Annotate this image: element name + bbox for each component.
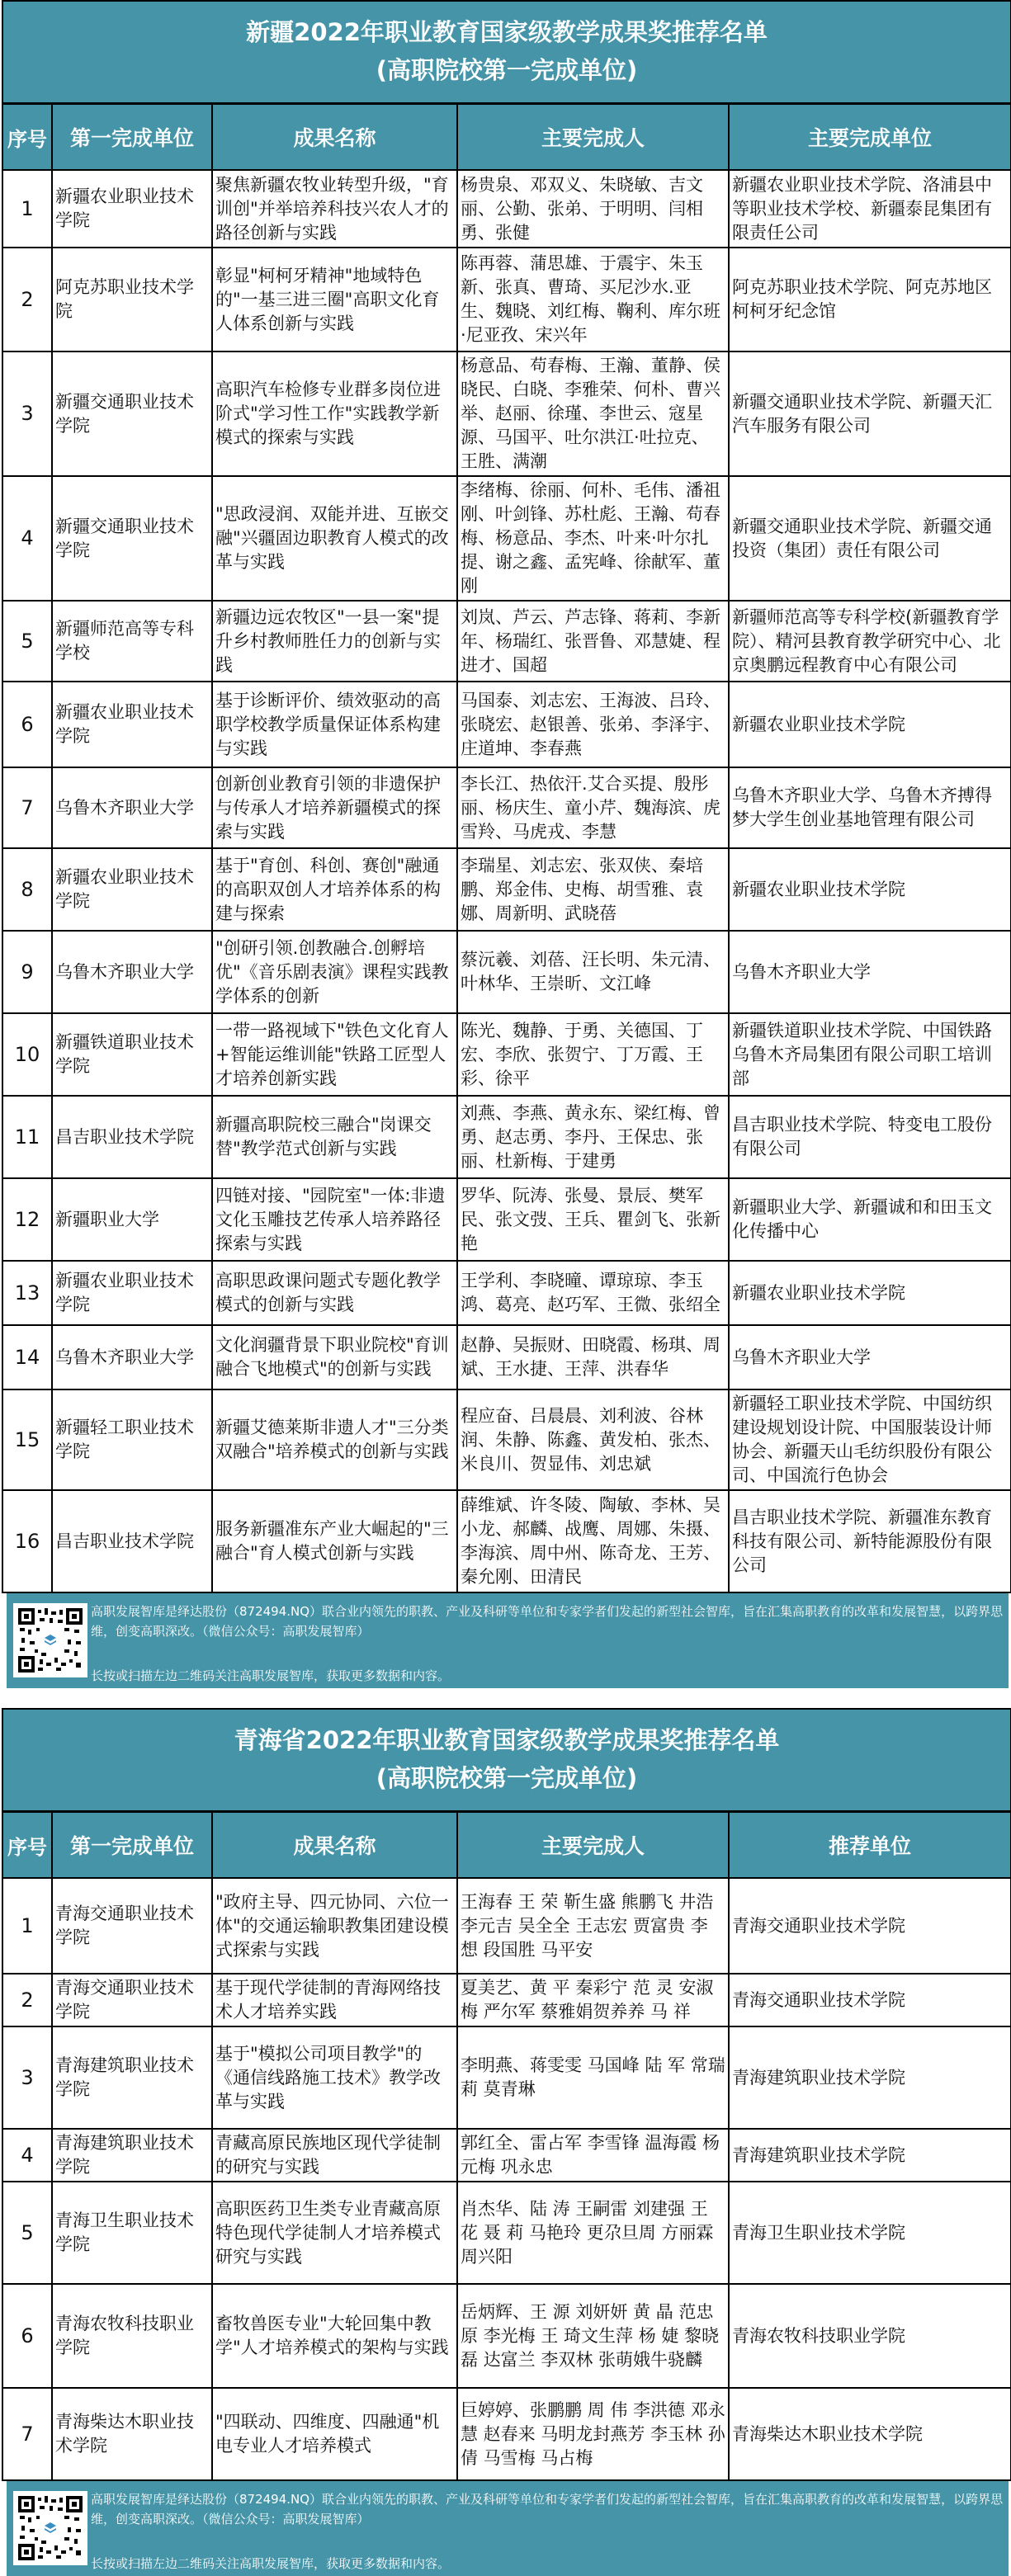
first-unit-cell: 新疆职业大学 [52, 1178, 212, 1261]
qr-code-icon[interactable] [13, 1603, 87, 1677]
contributors-cell: 李明燕、蒋雯雯 马国峰 陆 军 常瑞莉 莫青琳 [457, 2026, 729, 2129]
contributors-cell: 肖杰华、陆 涛 王嗣雷 刘建强 王 花 聂 莉 马艳玲 更尕旦周 方丽霖 周兴阳 [457, 2182, 729, 2284]
first-unit-cell: 青海农牧科技职业学院 [52, 2284, 212, 2388]
col-header-achievement: 成果名称 [212, 104, 457, 171]
achievement-name-cell: 青藏高原民族地区现代学徒制的研究与实践 [212, 2129, 457, 2182]
footer-text [91, 1600, 1009, 1686]
contributors-cell: 夏美艺、黄 平 秦彩宁 范 灵 安淑梅 严尔军 蔡雅娟贺养养 马 祥 [457, 1974, 729, 2026]
col-header-first-unit: 第一完成单位 [52, 1812, 212, 1879]
row-index: 1 [2, 1878, 52, 1974]
col-header-contributors: 主要完成人 [457, 1812, 729, 1879]
footer-text [91, 2488, 1009, 2574]
achievement-name-cell: 高职汽车检修专业群多岗位进阶式"学习性工作"实践教学新模式的探索与实践 [212, 351, 457, 476]
col-header-contributors: 主要完成人 [457, 104, 729, 171]
qr-code-icon[interactable] [13, 2491, 87, 2565]
table-row [2, 1389, 1011, 1490]
table-title-main: 新疆2022年职业教育国家级教学成果奖推荐名单 [246, 18, 768, 46]
row-index: 2 [2, 248, 52, 351]
achievement-name-cell: 彰显"柯柯牙精神"地域特色的"一基三进三圈"高职文化育人体系创新与实践 [212, 248, 457, 351]
xinjiang-table-body [2, 170, 1011, 1592]
achievement-name-cell: 基于"模拟公司项目教学"的《通信线路施工技术》教学改革与实践 [212, 2026, 457, 2129]
row-index: 4 [2, 2129, 52, 2182]
first-unit-cell: 青海建筑职业技术学院 [52, 2129, 212, 2182]
table-title-sub: (高职院校第一完成单位) [376, 1764, 638, 1792]
table-row [2, 1178, 1011, 1261]
contributors-cell: 巨婷婷、张鹏鹏 周 伟 李洪德 邓永慧 赵春来 马明龙封燕芳 李玉林 孙 倩 马雪梅 马占梅 [457, 2388, 729, 2480]
table-row [2, 1096, 1011, 1178]
table-row [2, 1490, 1011, 1592]
achievement-name-cell: 畜牧兽医专业"大轮回集中教学"人才培养模式的架构与实践 [212, 2284, 457, 2388]
achievement-name-cell: "四联动、四维度、四融通"机电专业人才培养模式 [212, 2388, 457, 2480]
achievement-name-cell: 创新创业教育引领的非遗保护与传承人才培养新疆模式的探索与实践 [212, 767, 457, 848]
table-row [2, 2129, 1011, 2182]
achievement-name-cell: 基于诊断评价、绩效驱动的高职学校教学质量保证体系构建与实践 [212, 682, 457, 767]
units-cell: 新疆交通职业技术学院、新疆天汇汽车服务有限公司 [729, 351, 1011, 476]
row-index: 3 [2, 351, 52, 476]
row-index: 6 [2, 2284, 52, 2388]
achievement-name-cell: 文化润疆背景下职业院校"育训融合飞地模式"的创新与实践 [212, 1325, 457, 1389]
table-row [2, 476, 1011, 601]
first-unit-cell: 新疆交通职业技术学院 [52, 351, 212, 476]
table-row [2, 170, 1011, 248]
qinghai-table-body [2, 1878, 1011, 2480]
table-title [2, 1709, 1011, 1812]
contributors-cell: 刘岚、芦云、芦志锋、蒋莉、李新年、杨瑞红、张晋鲁、邓慧婕、程进才、国超 [457, 601, 729, 682]
first-unit-cell: 青海交通职业技术学院 [52, 1974, 212, 2026]
row-index: 14 [2, 1325, 52, 1389]
first-unit-cell: 青海交通职业技术学院 [52, 1878, 212, 1974]
units-cell: 新疆农业职业技术学院 [729, 1261, 1011, 1325]
units-cell: 新疆轻工职业技术学院、中国纺织建设规划设计院、中国服装设计师协会、新疆天山毛纺织股份有限公司、中国流行色协会 [729, 1389, 1011, 1490]
table-row [2, 1878, 1011, 1974]
promo-footer [7, 2481, 1009, 2576]
contributors-cell: 王海春 王 荣 靳生盛 熊鹏飞 井浩 李元吉 吴全全 王志宏 贾富贵 李 想 段国胜 马平安 [457, 1878, 729, 1974]
units-cell: 新疆农业职业技术学院 [729, 848, 1011, 931]
contributors-cell: 杨贵泉、邓双义、朱晓敏、吉文丽、公勤、张弟、于明明、闫相勇、张健 [457, 170, 729, 248]
row-index: 9 [2, 931, 52, 1013]
units-cell: 青海柴达木职业技术学院 [729, 2388, 1011, 2480]
contributors-cell: 薛维斌、许冬陵、陶敏、李林、吴小龙、郝麟、战鹰、周娜、朱摄、李海滨、周中州、陈奇龙、王芳、秦允刚、田清民 [457, 1490, 729, 1592]
first-unit-cell: 阿克苏职业技术学院 [52, 248, 212, 351]
table-row [2, 2026, 1011, 2129]
units-cell: 新疆农业职业技术学院、洛浦县中等职业技术学校、新疆泰昆集团有限责任公司 [729, 170, 1011, 248]
table-title-sub: (高职院校第一完成单位) [376, 56, 638, 84]
row-index: 10 [2, 1013, 52, 1096]
units-cell: 乌鲁木齐职业大学 [729, 1325, 1011, 1389]
achievement-name-cell: "创研引领.创教融合.创孵培优"《音乐剧表演》课程实践教学体系的创新 [212, 931, 457, 1013]
units-cell: 青海建筑职业技术学院 [729, 2026, 1011, 2129]
units-cell: 阿克苏职业技术学院、阿克苏地区柯柯牙纪念馆 [729, 248, 1011, 351]
row-index: 6 [2, 682, 52, 767]
first-unit-cell: 新疆农业职业技术学院 [52, 170, 212, 248]
contributors-cell: 郭红全、雷占军 李雪锋 温海霞 杨元梅 巩永忠 [457, 2129, 729, 2182]
achievement-name-cell: 基于现代学徒制的青海网络技术人才培养实践 [212, 1974, 457, 2026]
units-cell: 新疆农业职业技术学院 [729, 682, 1011, 767]
table-row [2, 2284, 1011, 2388]
contributors-cell: 李瑞星、刘志宏、张双侠、秦培鹏、郑金伟、史梅、胡雪雅、袁娜、周新明、武晓蓓 [457, 848, 729, 931]
achievement-name-cell: "思政浸润、双能并进、互嵌交融"兴疆固边职教育人模式的改革与实践 [212, 476, 457, 601]
contributors-cell: 王学利、李晓曈、谭琼琼、李玉鸿、葛亮、赵巧军、王微、张绍全 [457, 1261, 729, 1325]
table-row [2, 2182, 1011, 2284]
col-header-main-units: 主要完成单位 [729, 104, 1011, 171]
contributors-cell: 陈再蓉、蒲思雄、于震宇、朱玉新、张真、曹琦、买尼沙水.亚生、魏晓、刘红梅、鞠利、库尔班·尼亚孜、宋兴年 [457, 248, 729, 351]
contributors-cell: 罗华、阮涛、张曼、景辰、樊军民、张文弢、王兵、瞿剑飞、张新艳 [457, 1178, 729, 1261]
footer-tip: 长按或扫描左边二维码关注高职发展智库，获取更多数据和内容。 [91, 2556, 451, 2571]
units-cell: 新疆职业大学、新疆诚和和田玉文化传播中心 [729, 1178, 1011, 1261]
contributors-cell: 陈光、魏静、于勇、关德国、丁宏、李欣、张贺宁、丁万霞、王彩、徐平 [457, 1013, 729, 1096]
units-cell: 新疆铁道职业技术学院、中国铁路乌鲁木齐局集团有限公司职工培训部 [729, 1013, 1011, 1096]
achievement-name-cell: 基于"育创、科创、赛创"融通的高职双创人才培养体系的构建与探索 [212, 848, 457, 931]
table-row [2, 1013, 1011, 1096]
footer-description: 高职发展智库是绎达股份（872494.NQ）联合业内领先的职教、产业及科研等单位和专家学者们发起的新型社会智库，旨在汇集高职教育的改革和发展智慧，以跨界思维，创变高职深改。（微信公众号：高职发展智库） [91, 1604, 1004, 1639]
first-unit-cell: 新疆农业职业技术学院 [52, 682, 212, 767]
units-cell: 乌鲁木齐职业大学 [729, 931, 1011, 1013]
achievement-name-cell: "政府主导、四元协同、六位一体"的交通运输职教集团建设模式探索与实践 [212, 1878, 457, 1974]
first-unit-cell: 青海卫生职业技术学院 [52, 2182, 212, 2284]
contributors-cell: 程应奋、吕晨晨、刘利波、谷林润、朱静、陈鑫、黄发柏、张杰、米良川、贺显伟、刘忠斌 [457, 1389, 729, 1490]
first-unit-cell: 乌鲁木齐职业大学 [52, 1325, 212, 1389]
units-cell: 乌鲁木齐职业大学、乌鲁木齐搏得梦大学生创业基地管理有限公司 [729, 767, 1011, 848]
row-index: 4 [2, 476, 52, 601]
table-row [2, 931, 1011, 1013]
row-index: 7 [2, 2388, 52, 2480]
table-row [2, 848, 1011, 931]
table-row [2, 1261, 1011, 1325]
footer-description: 高职发展智库是绎达股份（872494.NQ）联合业内领先的职教、产业及科研等单位和专家学者们发起的新型社会智库，旨在汇集高职教育的改革和发展智慧，以跨界思维，创变高职深改。（微信公众号：高职发展智库） [91, 2492, 1004, 2526]
table-row [2, 601, 1011, 682]
table-row [2, 1325, 1011, 1389]
first-unit-cell: 乌鲁木齐职业大学 [52, 931, 212, 1013]
units-cell: 新疆交通职业技术学院、新疆交通投资（集团）责任有限公司 [729, 476, 1011, 601]
col-header-first-unit: 第一完成单位 [52, 104, 212, 171]
contributors-cell: 岳炳辉、王 源 刘妍妍 黄 晶 范忠原 李光梅 王 琦文生萍 杨 婕 黎晓磊 达富兰 李双林 张萌娥牛骁麟 [457, 2284, 729, 2388]
achievement-name-cell: 新疆艾德莱斯非遗人才"三分类 双融合"培养模式的创新与实践 [212, 1389, 457, 1490]
row-index: 11 [2, 1096, 52, 1178]
units-cell: 青海农牧科技职业学院 [729, 2284, 1011, 2388]
achievement-name-cell: 新疆高职院校三融合"岗课交替"教学范式创新与实践 [212, 1096, 457, 1178]
contributors-cell: 李长江、热依汗.艾合买提、殷彤丽、杨庆生、童小芹、魏海滨、虎雪羚、马虎戎、李慧 [457, 767, 729, 848]
promo-footer [7, 1593, 1009, 1688]
first-unit-cell: 新疆轻工职业技术学院 [52, 1389, 212, 1490]
units-cell: 青海卫生职业技术学院 [729, 2182, 1011, 2284]
first-unit-cell: 乌鲁木齐职业大学 [52, 767, 212, 848]
contributors-cell: 赵静、吴振财、田晓霞、杨琪、周斌、王水捷、王萍、洪春华 [457, 1325, 729, 1389]
row-index: 5 [2, 601, 52, 682]
first-unit-cell: 新疆师范高等专科学校 [52, 601, 212, 682]
xinjiang-award-table [2, 0, 1011, 1593]
row-index: 16 [2, 1490, 52, 1592]
contributors-cell: 杨意品、苟春梅、王瀚、董静、侯晓民、白晓、李雅荣、何朴、曹兴举、赵丽、徐瑾、李世云、寇星源、马国平、吐尔洪江·吐拉克、王胜、满潮 [457, 351, 729, 476]
col-header-index: 序号 [2, 104, 52, 171]
first-unit-cell: 新疆农业职业技术学院 [52, 848, 212, 931]
first-unit-cell: 青海建筑职业技术学院 [52, 2026, 212, 2129]
row-index: 1 [2, 170, 52, 248]
achievement-name-cell: 新疆边远农牧区"一县一案"提升乡村教师胜任力的创新与实践 [212, 601, 457, 682]
footer-tip: 长按或扫描左边二维码关注高职发展智库，获取更多数据和内容。 [91, 1668, 451, 1683]
table-row [2, 351, 1011, 476]
achievement-name-cell: 一带一路视域下"铁色文化育人+智能运维训能"铁路工匠型人才培养创新实践 [212, 1013, 457, 1096]
first-unit-cell: 新疆铁道职业技术学院 [52, 1013, 212, 1096]
contributors-cell: 刘燕、李燕、黄永东、梁红梅、曾勇、赵志勇、李丹、王保忠、张丽、杜新梅、于建勇 [457, 1096, 729, 1178]
achievement-name-cell: 聚焦新疆农牧业转型升级，"育训创"并举培养科技兴农人才的路径创新与实践 [212, 170, 457, 248]
first-unit-cell: 新疆农业职业技术学院 [52, 1261, 212, 1325]
contributors-cell: 李绪梅、徐丽、何朴、毛伟、潘祖刚、叶剑锋、苏杜彪、王瀚、苟春梅、杨意品、李杰、叶来·叶尔扎提、谢之鑫、孟宪峰、徐献军、董刚 [457, 476, 729, 601]
row-index: 15 [2, 1389, 52, 1490]
achievement-name-cell: 高职思政课问题式专题化教学模式的创新与实践 [212, 1261, 457, 1325]
achievement-name-cell: 四链对接、"园院室"一体:非遗文化玉雕技艺传承人培养路径探索与实践 [212, 1178, 457, 1261]
col-header-recommender: 推荐单位 [729, 1812, 1011, 1879]
qinghai-section [2, 1708, 1010, 2576]
first-unit-cell: 新疆交通职业技术学院 [52, 476, 212, 601]
col-header-achievement: 成果名称 [212, 1812, 457, 1879]
row-index: 3 [2, 2026, 52, 2129]
table-row [2, 767, 1011, 848]
table-row [2, 2388, 1011, 2480]
table-row [2, 682, 1011, 767]
column-header-row [2, 1812, 1011, 1879]
units-cell: 青海建筑职业技术学院 [729, 2129, 1011, 2182]
xinjiang-section [2, 0, 1010, 1688]
row-index: 8 [2, 848, 52, 931]
achievement-name-cell: 服务新疆准东产业大崛起的"三融合"育人模式创新与实践 [212, 1490, 457, 1592]
table-row [2, 248, 1011, 351]
first-unit-cell: 青海柴达木职业技术学院 [52, 2388, 212, 2480]
table-title-main: 青海省2022年职业教育国家级教学成果奖推荐名单 [234, 1726, 780, 1754]
units-cell: 昌吉职业技术学院、特变电工股份有限公司 [729, 1096, 1011, 1178]
contributors-cell: 马国泰、刘志宏、王海波、吕玲、张晓宏、赵银善、张弟、李泽宇、庄道坤、李春燕 [457, 682, 729, 767]
units-cell: 青海交通职业技术学院 [729, 1974, 1011, 2026]
row-index: 13 [2, 1261, 52, 1325]
column-header-row [2, 104, 1011, 171]
qinghai-award-table [2, 1708, 1011, 2481]
row-index: 7 [2, 767, 52, 848]
units-cell: 昌吉职业技术学院、新疆准东教育科技有限公司、新特能源股份有限公司 [729, 1490, 1011, 1592]
first-unit-cell: 昌吉职业技术学院 [52, 1096, 212, 1178]
achievement-name-cell: 高职医药卫生类专业青藏高原特色现代学徒制人才培养模式研究与实践 [212, 2182, 457, 2284]
units-cell: 青海交通职业技术学院 [729, 1878, 1011, 1974]
first-unit-cell: 昌吉职业技术学院 [52, 1490, 212, 1592]
row-index: 2 [2, 1974, 52, 2026]
table-title [2, 1, 1011, 104]
row-index: 5 [2, 2182, 52, 2284]
contributors-cell: 蔡沅羲、刘蓓、汪长明、朱元清、叶林华、王崇昕、文江峰 [457, 931, 729, 1013]
units-cell: 新疆师范高等专科学校(新疆教育学院）、精河县教育教学研究中心、北京奥鹏远程教育中心有限公司 [729, 601, 1011, 682]
col-header-index: 序号 [2, 1812, 52, 1879]
table-row [2, 1974, 1011, 2026]
row-index: 12 [2, 1178, 52, 1261]
section-spacer [0, 1688, 1011, 1708]
